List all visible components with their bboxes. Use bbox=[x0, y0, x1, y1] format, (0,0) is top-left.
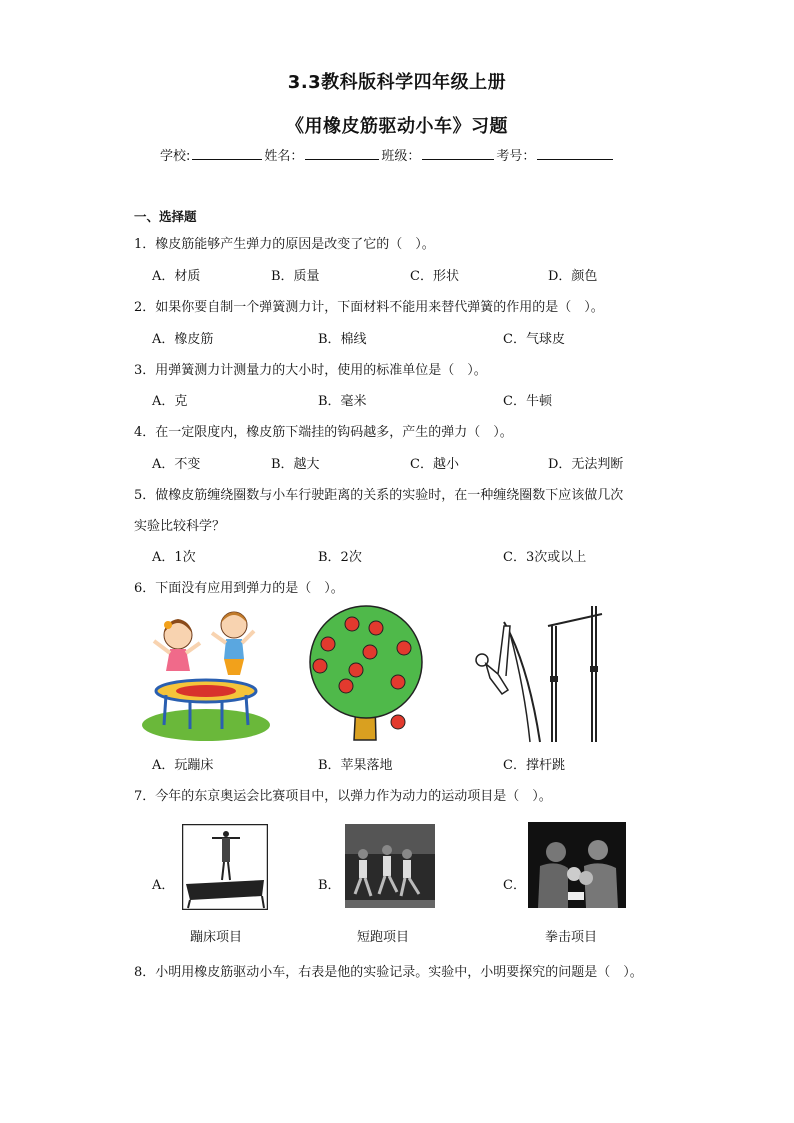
q3-option-a[interactable]: A．克 bbox=[152, 394, 188, 409]
school-blank[interactable] bbox=[192, 145, 262, 160]
class-blank[interactable] bbox=[422, 145, 494, 160]
q7-option-b-letter[interactable]: B． bbox=[318, 878, 341, 893]
question-8-stem: 8．小明用橡皮筋驱动小车，右表是他的实验记录。实验中，小明要探究的问题是（ ）。 bbox=[134, 965, 643, 980]
question-3-stem: 3．用弹簧测力计测量力的大小时，使用的标准单位是（ ）。 bbox=[134, 363, 487, 378]
q6-option-c[interactable]: C．撑杆跳 bbox=[503, 758, 565, 773]
school-label: 学校: bbox=[160, 149, 191, 164]
q4-option-b[interactable]: B．越大 bbox=[271, 457, 320, 472]
q1-option-a[interactable]: A．材质 bbox=[152, 269, 201, 284]
q7-option-a-letter[interactable]: A． bbox=[152, 878, 175, 893]
sprint-event-photo bbox=[345, 824, 435, 908]
boxing-event-photo bbox=[528, 822, 626, 908]
section-heading: 一、选择题 bbox=[134, 209, 197, 224]
question-5-stem: 5．做橡皮筋缠绕圈数与小车行驶距离的关系的实验时，在一种缠绕圈数下应该做几次 bbox=[134, 488, 624, 503]
q6-option-a[interactable]: A．玩蹦床 bbox=[152, 758, 214, 773]
q3-option-b[interactable]: B．毫米 bbox=[318, 394, 367, 409]
page-subtitle: 《用橡皮筋驱动小车》习题 bbox=[286, 116, 508, 137]
q2-option-b[interactable]: B．棉线 bbox=[318, 332, 367, 347]
question-1-stem: 1．橡皮筋能够产生弹力的原因是改变了它的（ ）。 bbox=[134, 237, 435, 252]
trampoline-event-photo bbox=[182, 824, 268, 910]
name-blank[interactable] bbox=[305, 145, 379, 160]
question-4-stem: 4．在一定限度内，橡皮筋下端挂的钩码越多，产生的弹力（ ）。 bbox=[134, 425, 513, 440]
q5-option-c[interactable]: C．3次或以上 bbox=[503, 550, 587, 565]
q7-caption-c: 拳击项目 bbox=[545, 930, 598, 945]
q4-option-c[interactable]: C．越小 bbox=[410, 457, 459, 472]
pole-vault-image bbox=[468, 604, 608, 744]
q5-option-a[interactable]: A．1次 bbox=[152, 550, 196, 565]
student-info-row bbox=[160, 145, 615, 164]
question-2-stem: 2．如果你要自制一个弹簧测力计，下面材料不能用来替代弹簧的作用的是（ ）。 bbox=[134, 300, 604, 315]
question-7-stem: 7．今年的东京奥运会比赛项目中，以弹力作为动力的运动项目是（ ）。 bbox=[134, 789, 552, 804]
trampoline-kids-image bbox=[140, 603, 272, 743]
q1-option-d[interactable]: D．颜色 bbox=[548, 269, 598, 284]
apple-tree-image bbox=[306, 604, 431, 744]
q1-option-b[interactable]: B．质量 bbox=[271, 269, 320, 284]
q3-option-c[interactable]: C．牛顿 bbox=[503, 394, 552, 409]
name-label: 姓名： bbox=[264, 149, 304, 164]
q6-option-b[interactable]: B．苹果落地 bbox=[318, 758, 393, 773]
class-label: 班级： bbox=[381, 149, 421, 164]
question-5-stem-continued: 实验比较科学？ bbox=[134, 519, 226, 534]
q2-option-c[interactable]: C．气球皮 bbox=[503, 332, 565, 347]
q5-option-b[interactable]: B．2次 bbox=[318, 550, 362, 565]
q7-option-c-letter[interactable]: C． bbox=[503, 878, 526, 893]
page-title: 3.3教科版科学四年级上册 bbox=[287, 72, 507, 93]
q4-option-d[interactable]: D．无法判断 bbox=[548, 457, 624, 472]
q7-caption-a: 蹦床项目 bbox=[190, 930, 243, 945]
question-6-stem: 6．下面没有应用到弹力的是（ ）。 bbox=[134, 581, 344, 596]
q4-option-a[interactable]: A．不变 bbox=[152, 457, 201, 472]
q7-caption-b: 短跑项目 bbox=[357, 930, 410, 945]
q1-option-c[interactable]: C．形状 bbox=[410, 269, 459, 284]
q2-option-a[interactable]: A．橡皮筋 bbox=[152, 332, 214, 347]
exam-number-label: 考号： bbox=[496, 149, 536, 164]
exam-number-blank[interactable] bbox=[537, 145, 613, 160]
